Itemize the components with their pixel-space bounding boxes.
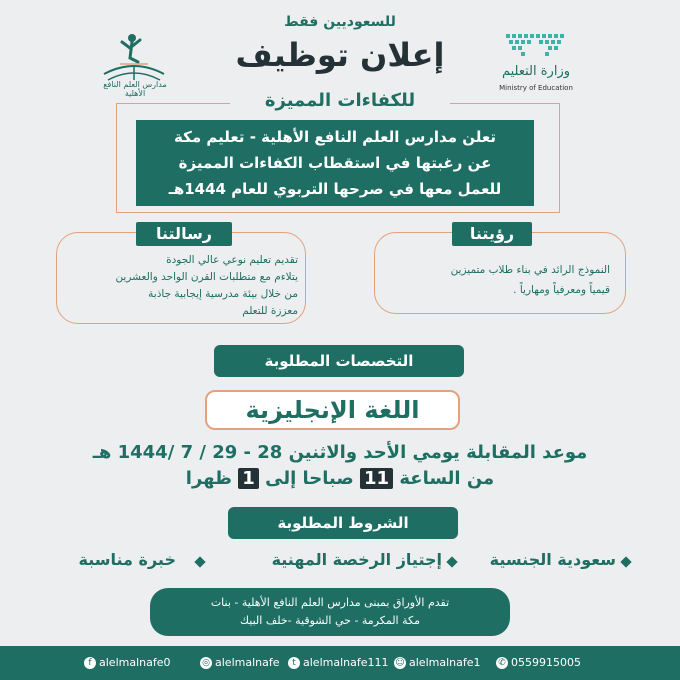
vision-line-1: النموذج الرائد في بناء طلاب متميزين bbox=[450, 264, 610, 276]
facebook-icon: f bbox=[84, 657, 96, 669]
phone-icon: ✆ bbox=[496, 657, 508, 669]
mission-text bbox=[66, 252, 298, 320]
ministry-logo bbox=[496, 30, 576, 66]
bullet-diamond-icon bbox=[620, 556, 631, 567]
interview-middle-label: صباحا إلى bbox=[265, 468, 354, 489]
vision-text bbox=[390, 260, 610, 300]
vision-line-2: قيمياً ومعرفياً ومهارياً . bbox=[513, 284, 610, 296]
conditions-title: الشروط المطلوبة bbox=[228, 507, 458, 539]
specializations-title: التخصصات المطلوبة bbox=[214, 345, 464, 377]
school-logo-name: مدارس العلم النافع الأهلية bbox=[103, 80, 167, 98]
condition-item: سعودية الجنسية bbox=[489, 550, 616, 569]
page-subtitle: للكفاءات المميزة bbox=[230, 90, 450, 111]
ministry-name-en: Ministry of Education bbox=[499, 84, 573, 92]
twitter-icon: t bbox=[288, 657, 300, 669]
announcement-box bbox=[136, 120, 534, 206]
instagram-icon: ◎ bbox=[200, 657, 212, 669]
address-line-1: تقدم الأوراق بمبنى مدارس العلم النافع الأهلية - بنات bbox=[210, 596, 450, 609]
instagram-link[interactable]: ◎ alelmalnafe bbox=[200, 656, 280, 669]
mission-line-2: يتلاءم مع متطلبات القرن الواحد والعشرين bbox=[115, 271, 298, 283]
interview-date: موعد المقابلة يومي الأحد والاثنين 28 - 29 / 7 /1444 هـ bbox=[92, 442, 588, 463]
twitter-link[interactable]: t alelmalnafe111 bbox=[288, 656, 388, 669]
footer-bar bbox=[0, 646, 680, 680]
interview-suffix-label: ظهرا bbox=[185, 468, 233, 489]
mission-line-4: معززة للتعلم bbox=[242, 305, 298, 317]
top-note: للسعوديين فقط bbox=[284, 14, 396, 30]
snapchat-link[interactable]: ☺ alelmalnafe1 bbox=[395, 656, 481, 669]
interview-from-hour: 11 bbox=[360, 468, 393, 489]
announcement-line-3: للعمل معها في صرحها التربوي للعام 1444هـ bbox=[168, 180, 502, 198]
interview-from-label: من الساعة bbox=[399, 468, 495, 489]
mission-line-3: من خلال بيئة مدرسية إيجابية جاذبة bbox=[148, 288, 298, 300]
bullet-diamond-icon bbox=[446, 556, 457, 567]
ministry-name-ar: وزارة التعليم bbox=[501, 64, 571, 79]
interview-time bbox=[160, 468, 520, 489]
condition-item: خبرة مناسبة bbox=[78, 550, 176, 569]
address-line-2: مكة المكرمة - حي الشوقية -خلف البيك bbox=[240, 614, 420, 627]
conditions-list bbox=[60, 550, 630, 576]
snapchat-icon: ☺ bbox=[395, 658, 405, 668]
address-box bbox=[150, 588, 510, 636]
condition-item: إجتياز الرخصة المهنية bbox=[271, 550, 442, 569]
vision-title: رؤيتنا bbox=[452, 222, 532, 246]
interview-to-hour: 1 bbox=[238, 468, 259, 489]
facebook-link[interactable]: f alelmalnafe0 bbox=[84, 656, 170, 669]
mission-title: رسالتنا bbox=[136, 222, 232, 246]
mission-line-1: تقديم تعليم نوعي عالي الجودة bbox=[166, 254, 298, 266]
page-title: إعلان توظيف bbox=[235, 36, 445, 74]
announcement-line-2: عن رغبتها في استقطاب الكفاءات المميزة bbox=[178, 154, 492, 172]
announcement-line-1: تعلن مدارس العلم النافع الأهلية - تعليم مكة bbox=[174, 128, 496, 146]
bullet-diamond-icon bbox=[194, 556, 205, 567]
specialization-english: اللغة الإنجليزية bbox=[205, 390, 460, 430]
phone-link[interactable]: ✆ 0559915005 bbox=[496, 656, 581, 669]
